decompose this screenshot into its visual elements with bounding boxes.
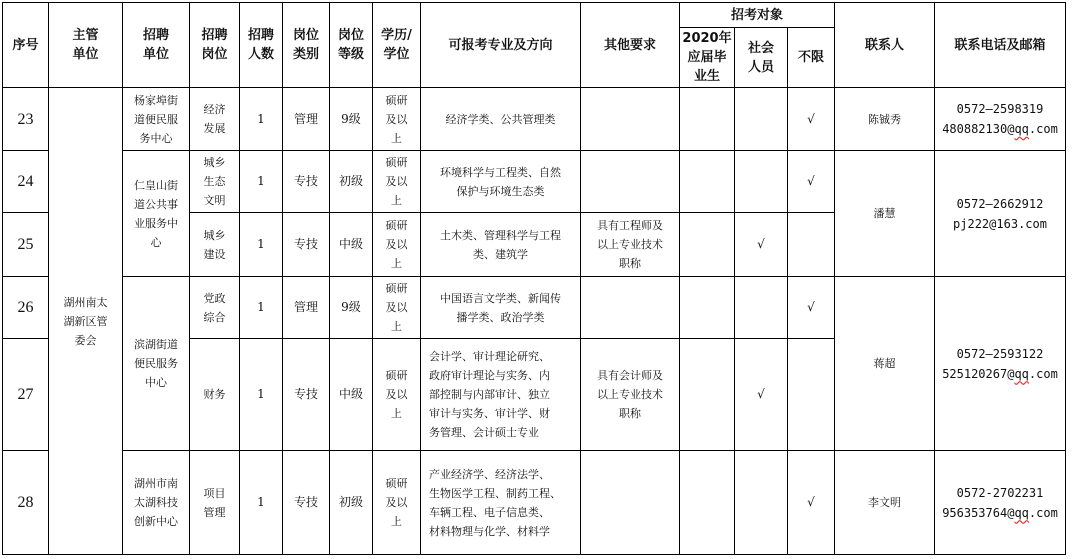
majors: 环境科学与工程类、自然 保护与环境生态类 [421, 151, 581, 213]
header-contact-info: 联系电话及邮箱 [935, 3, 1066, 88]
header-education: 学历/ 学位 [373, 3, 421, 88]
supervisor-unit: 湖州南太 湖新区管 委会 [49, 88, 123, 555]
header-row-1 [3, 3, 1066, 28]
email-domain: qq [1014, 505, 1029, 520]
category: 管理 [283, 88, 330, 151]
unlimited-mark: √ [788, 277, 835, 339]
count: 1 [240, 339, 283, 451]
education: 硕研 及以 上 [373, 277, 421, 339]
email-suffix: .com [1028, 366, 1058, 381]
table-row [3, 277, 1066, 339]
header-contact-person: 联系人 [835, 3, 935, 88]
email: 956353764@qq.com [942, 505, 1058, 520]
contact-person: 陈铖秀 [835, 88, 935, 151]
phone: 0572—2662912 [956, 196, 1044, 211]
other-requirements [581, 88, 680, 151]
phone: 0572—2593122 [956, 346, 1044, 361]
unlimited-mark [788, 339, 835, 451]
other-requirements [581, 451, 680, 555]
email: 525120267@qq.com [942, 366, 1058, 381]
category: 管理 [283, 277, 330, 339]
education: 硕研 及以 上 [373, 213, 421, 277]
count: 1 [240, 88, 283, 151]
category: 专技 [283, 213, 330, 277]
header-unlimited: 不限 [788, 28, 835, 88]
table-row [3, 88, 1066, 151]
category: 专技 [283, 151, 330, 213]
row-index: 24 [3, 151, 49, 213]
grad2020-mark [680, 88, 735, 151]
header-hiring-unit: 招聘 单位 [123, 3, 190, 88]
position: 项目 管理 [190, 451, 240, 555]
position: 城乡 生态 文明 [190, 151, 240, 213]
grade: 中级 [330, 213, 373, 277]
email-suffix: .com [1028, 122, 1058, 136]
contact-person: 李文明 [835, 451, 935, 555]
row-index: 26 [3, 277, 49, 339]
email-suffix: .com [1028, 505, 1058, 520]
majors: 经济学类、公共管理类 [421, 88, 581, 151]
hiring-unit: 湖州市南 太湖科技 创新中心 [123, 451, 190, 555]
email-prefix: pj222@163 [953, 216, 1019, 231]
majors: 产业经济学、经济法学、 生物医学工程、制药工程、 车辆工程、电子信息类、 材料物理与化学、材料学 [421, 451, 581, 555]
email-prefix: 525120267 [942, 366, 1008, 381]
email-domain: qq [1014, 122, 1029, 136]
count: 1 [240, 277, 283, 339]
contact-info [935, 88, 1066, 151]
email [937, 214, 1063, 234]
grad2020-mark [680, 451, 735, 555]
header-target-group: 招考对象 [680, 3, 835, 28]
hiring-unit: 滨湖街道 便民服务 中心 [123, 277, 190, 451]
social-mark: √ [735, 339, 788, 451]
header-position: 招聘 岗位 [190, 3, 240, 88]
social-mark [735, 151, 788, 213]
grad2020-mark [680, 151, 735, 213]
grad2020-mark [680, 277, 735, 339]
row-index: 25 [3, 213, 49, 277]
table-row [3, 151, 1066, 213]
majors: 会计学、审计理论研究、 政府审计理论与实务、内 部控制与内部审计、独立 审计与实务、审计学、财 务管理、会计硕士专业 [421, 339, 581, 451]
hiring-unit: 杨家埠街 道便民服 务中心 [123, 88, 190, 151]
row-index: 27 [3, 339, 49, 451]
social-mark [735, 277, 788, 339]
header-unit: 主管 单位 [49, 3, 123, 88]
contact-info [935, 151, 1066, 277]
hiring-unit: 仁皇山街 道公共事 业服务中 心 [123, 151, 190, 277]
grade: 9级 [330, 277, 373, 339]
header-social: 社会 人员 [735, 28, 788, 88]
other-requirements: 具有会计师及 以上专业技术 职称 [581, 339, 680, 451]
recruitment-table [2, 2, 1066, 555]
phone: 0572-2702231 [956, 485, 1044, 500]
majors: 土木类、管理科学与工程 类、建筑学 [421, 213, 581, 277]
category: 专技 [283, 339, 330, 451]
other-requirements [581, 277, 680, 339]
position: 城乡 建设 [190, 213, 240, 277]
header-majors: 可报考专业及方向 [421, 3, 581, 88]
email-prefix: 480882130 [942, 122, 1008, 136]
email-domain: qq [1014, 366, 1029, 381]
other-requirements: 具有工程师及 以上专业技术 职称 [581, 213, 680, 277]
row-index: 23 [3, 88, 49, 151]
unlimited-mark: √ [788, 151, 835, 213]
position: 财务 [190, 339, 240, 451]
social-mark: √ [735, 213, 788, 277]
email-prefix: 956353764 [942, 505, 1008, 520]
header-other: 其他要求 [581, 3, 680, 88]
contact-person: 潘慧 [835, 151, 935, 277]
contact-info [935, 277, 1066, 451]
social-mark [735, 451, 788, 555]
grade: 中级 [330, 339, 373, 451]
education: 硕研 及以 上 [373, 88, 421, 151]
count: 1 [240, 151, 283, 213]
position: 党政 综合 [190, 277, 240, 339]
grad2020-mark [680, 339, 735, 451]
contact-person: 蒋超 [835, 277, 935, 451]
header-count: 招聘 人数 [240, 3, 283, 88]
education: 硕研 及以 上 [373, 151, 421, 213]
grade: 初级 [330, 151, 373, 213]
grade: 初级 [330, 451, 373, 555]
email-suffix: .com [1018, 216, 1047, 231]
count: 1 [240, 451, 283, 555]
category: 专技 [283, 451, 330, 555]
unlimited-mark: √ [788, 451, 835, 555]
position: 经济 发展 [190, 88, 240, 151]
unlimited-mark [788, 213, 835, 277]
other-requirements [581, 151, 680, 213]
grade: 9级 [330, 88, 373, 151]
phone: 0572—2598319 [956, 102, 1044, 116]
majors: 中国语言文学类、新闻传 播学类、政治学类 [421, 277, 581, 339]
row-index: 28 [3, 451, 49, 555]
count: 1 [240, 213, 283, 277]
header-category: 岗位 类别 [283, 3, 330, 88]
header-grade: 岗位 等级 [330, 3, 373, 88]
header-index: 序号 [3, 3, 49, 88]
header-grad2020: 2020年 应届毕 业生 [680, 28, 735, 88]
email: 480882130@qq.com [942, 122, 1058, 136]
education: 硕研 及以 上 [373, 451, 421, 555]
table-row [3, 451, 1066, 555]
contact-info [935, 451, 1066, 555]
social-mark [735, 88, 788, 151]
unlimited-mark: √ [788, 88, 835, 151]
grad2020-mark [680, 213, 735, 277]
education: 硕研 及以 上 [373, 339, 421, 451]
